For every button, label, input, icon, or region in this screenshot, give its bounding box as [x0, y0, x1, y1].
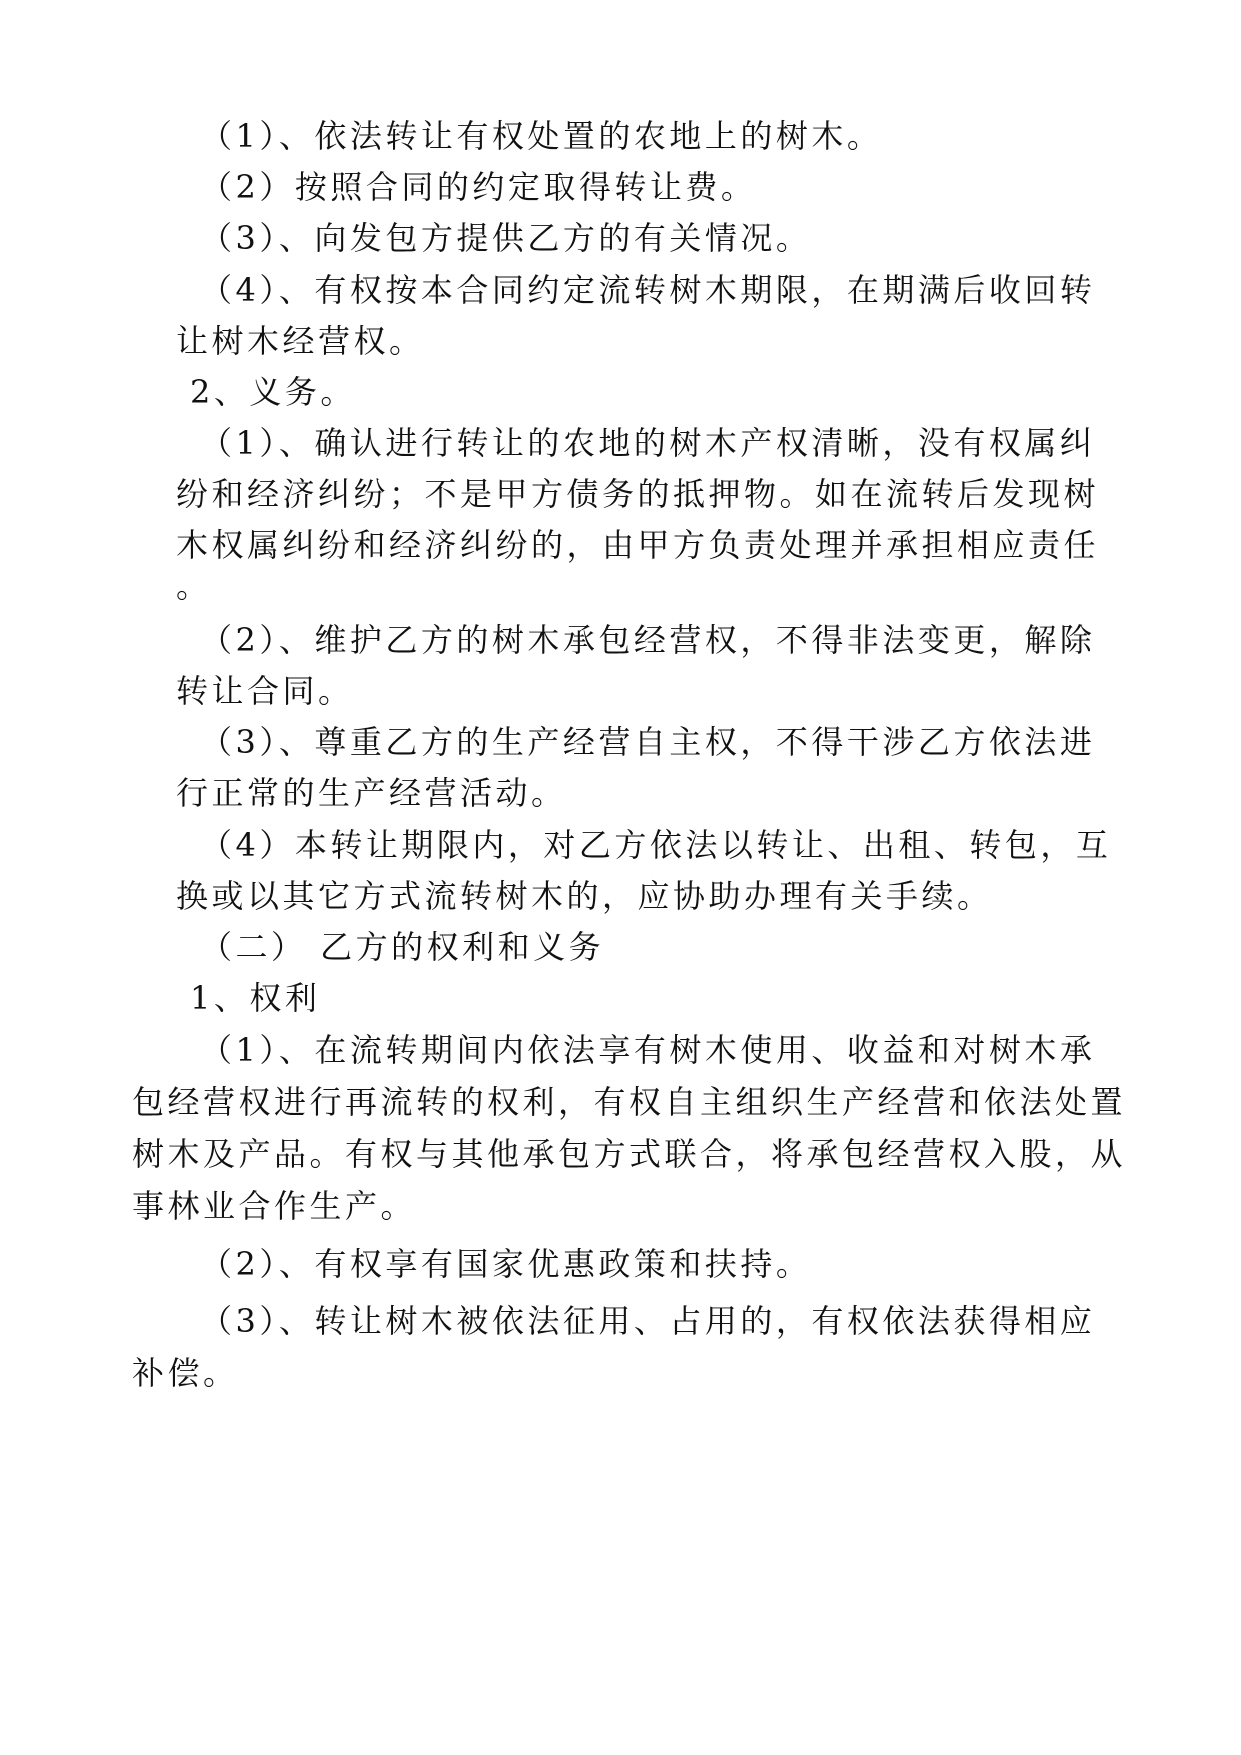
text-line: 补偿。 — [132, 1354, 239, 1392]
text-line: 转让合同。 — [176, 672, 354, 710]
text-line: 木权属纠纷和经济纠纷的，由甲方负责处理并承担相应责任 — [176, 526, 1100, 564]
text-line: 纷和经济纠纷；不是甲方债务的抵押物。如在流转后发现树 — [176, 475, 1100, 513]
text-line: （2）、有权享有国家优惠政策和扶持。 — [200, 1245, 812, 1283]
text-line: （3）、转让树木被依法征用、占用的，有权依法获得相应 — [200, 1302, 1096, 1340]
text-line: 事林业合作生产。 — [132, 1187, 417, 1225]
text-line: （1）、在流转期间内依法享有树木使用、收益和对树木承 — [200, 1031, 1096, 1069]
text-line: （1）、依法转让有权处置的农地上的树木。 — [200, 117, 883, 155]
text-line: 换或以其它方式流转树木的，应协助办理有关手续。 — [176, 877, 993, 915]
text-line: 树木及产品。有权与其他承包方式联合，将承包经营权入股，从 — [132, 1135, 1127, 1173]
text-line: （4）、有权按本合同约定流转树木期限，在期满后收回转 — [200, 271, 1096, 309]
text-line: （3）、向发包方提供乙方的有关情况。 — [200, 219, 812, 257]
text-line: 让树木经营权。 — [176, 322, 425, 360]
text-line: 1、权利 — [190, 979, 321, 1017]
text-line: （二） 乙方的权利和义务 — [200, 928, 605, 966]
text-line: 行正常的生产经营活动。 — [176, 774, 567, 812]
text-line: （4）本转让期限内，对乙方依法以转让、出租、转包，互 — [200, 826, 1112, 864]
text-line: （1）、确认进行转让的农地的树木产权清晰，没有权属纠 — [200, 424, 1096, 462]
text-line: （2）按照合同的约定取得转让费。 — [200, 168, 757, 206]
text-line: 2、义务。 — [190, 373, 356, 411]
text-line: 。 — [176, 567, 212, 605]
text-line: （2）、维护乙方的树木承包经营权，不得非法变更，解除 — [200, 621, 1096, 659]
text-line: 包经营权进行再流转的权利，有权自主组织生产经营和依法处置 — [132, 1083, 1127, 1121]
text-line: （3）、尊重乙方的生产经营自主权，不得干涉乙方依法进 — [200, 723, 1096, 761]
